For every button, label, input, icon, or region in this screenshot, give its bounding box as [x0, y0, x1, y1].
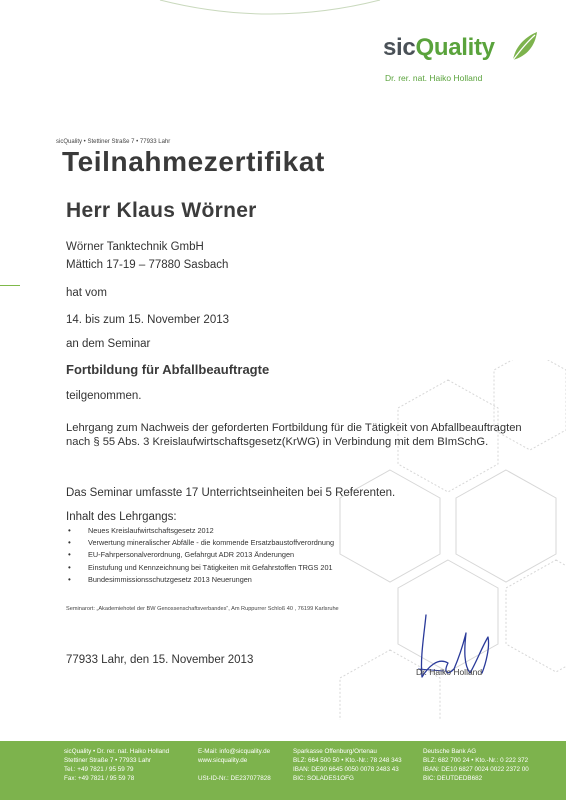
footer-contact: sicQuality • Dr. rer. nat. Haiko Holland Stettiner Straße 7 • 77933 Lahr Tel.: +49 7821 / 95 59 79 Fax: +49 7821 / 95 59 78	[64, 748, 170, 783]
course-title: Fortbildung für Abfallbeauftragte	[66, 362, 270, 377]
bullet-icon: •	[68, 538, 71, 548]
company-logo	[383, 34, 543, 86]
list-item: • Einstufung und Kennzeichnung bei Tätigkeiten mit Gefahrstoffen TRGS 201	[66, 562, 334, 574]
recipient-address: Mättich 17-19 – 77880 Sasbach	[66, 259, 229, 271]
footer-bank-deutsche: Deutsche Bank AG BLZ: 682 700 24 • Kto.-Nr.: 0 222 372 IBAN: DE10 6827 0024 0022 2372 00 BIC: DEUTDEDB682	[423, 748, 529, 783]
recipient-name: Herr Klaus Wörner	[66, 199, 257, 222]
hat-vom-text: hat vom	[66, 287, 107, 299]
sender-line: sicQuality • Stettiner Straße 7 • 77933 Lahr	[56, 139, 171, 145]
contents-list	[66, 525, 334, 586]
leaf-icon	[509, 30, 539, 62]
bullet-icon: •	[68, 550, 71, 560]
seminar-venue: Seminarort: „Akademiehotel der BW Genossenschaftsverbandes“, Am Ruppurrer Schloß 40 , 76199 Karlsruhe	[66, 606, 339, 612]
list-item: • Neues Kreislaufwirtschaftsgesetz 2012	[66, 525, 334, 537]
fold-mark	[0, 285, 20, 286]
bullet-icon: •	[68, 526, 71, 535]
signer-name: Dr. Haiko Holland	[416, 667, 483, 677]
recipient-company: Wörner Tanktechnik GmbH	[66, 241, 204, 253]
date-place: 77933 Lahr, den 15. November 2013	[66, 654, 254, 666]
footer-bank-sparkasse: Sparkasse Offenburg/Ortenau BLZ: 664 500 50 • Kto.-Nr.: 78 248 343 IBAN: DE90 6645 0050 0078 2483 43 BIC: SOLADES1OFG	[293, 748, 402, 783]
seminar-summary: Das Seminar umfasste 17 Unterrichtseinheiten bei 5 Referenten.	[66, 487, 396, 499]
bullet-icon: •	[68, 562, 71, 572]
list-item: • Verwertung mineralischer Abfälle - die kommende Ersatzbaustoffverordnung	[66, 537, 334, 549]
list-item: • EU-Fahrpersonalverordnung, Gefahrgut ADR 2013 Änderungen	[66, 549, 334, 561]
bullet-icon: •	[68, 574, 71, 584]
list-item: • Bundesimmissionsschutzgesetz 2013 Neuerungen	[66, 574, 334, 586]
footer-web: E-Mail: info@sicquality.de www.sicquality.de USt-ID-Nr.: DE237077828	[198, 748, 271, 783]
certificate-paragraph: Lehrgang zum Nachweis der geforderten Fortbildung für die Tätigkeit von Abfallbeauftragten nach § 55 Abs. 3 Kreislaufwirtschaftsgesetz(KrWG) in Verbindung mit dem BImSchG.	[66, 422, 522, 449]
contents-heading: Inhalt des Lehrgangs:	[66, 511, 177, 523]
course-dates: 14. bis zum 15. November 2013	[66, 314, 230, 326]
logo-wordmark: sicQuality	[383, 34, 495, 61]
an-dem-seminar-text: an dem Seminar	[66, 338, 151, 350]
logo-subtitle: Dr. rer. nat. Haiko Holland	[385, 73, 483, 83]
teilgenommen-text: teilgenommen.	[66, 390, 142, 402]
footer-bar	[0, 741, 566, 800]
certificate-title: Teilnahmezertifikat	[62, 146, 325, 177]
